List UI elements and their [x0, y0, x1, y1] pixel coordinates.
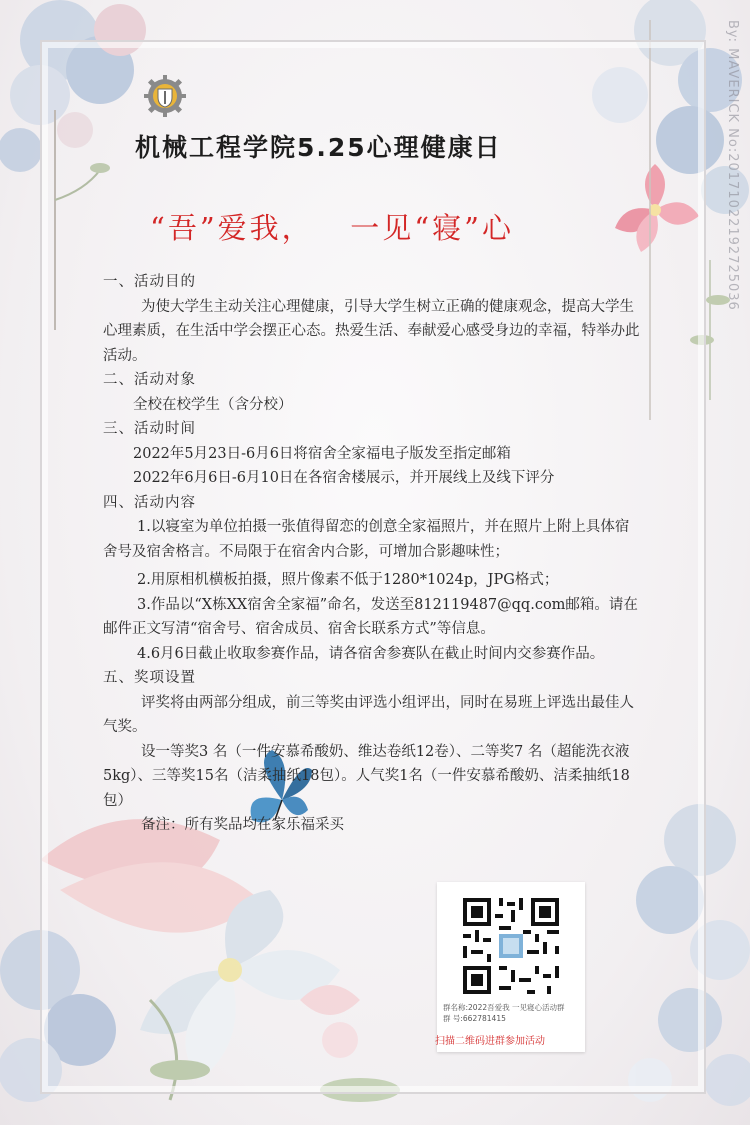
content-item-1: 1.以寝室为单位拍摄一张值得留恋的创意全家福照片，并在照片上附上具体宿舍号及宿舍格言。不局限于在宿舍内合影，可增加合影趣味性； [103, 519, 630, 560]
poster-content [103, 270, 643, 838]
qr-group-number: 群 号:662781415 [443, 1014, 506, 1023]
section-heading-content: 四、活动内容 [103, 494, 196, 511]
content-item-2: 2.用原相机横板拍摄，照片像素不低于1280*1024p，JPG格式； [137, 572, 559, 588]
target-text: 全校在校学生（含分校） [133, 396, 293, 413]
college-logo-icon [143, 74, 187, 118]
content-item-4: 4.6月6日截止收取参赛作品，请各宿舍参赛队在截止时间内交参赛作品。 [137, 645, 605, 662]
section-heading-time: 三、活动时间 [103, 421, 196, 437]
qr-code-icon[interactable] [459, 894, 563, 998]
content-item-3: 3.作品以“X栋XX宿舍全家福”命名，发送至812119487@qq.com邮箱。请在邮件正文写清“宿舍号、宿舍成员、宿舍长联系方式”等信息。 [103, 596, 638, 637]
purpose-text: 为使大学生主动关注心理健康，引导大学生树立正确的健康观念，提高大学生心理素质，在生活中学会摆正心态。热爱生活、奉献爱心感受身边的幸福，特举办此活动。 [103, 298, 640, 364]
page-title: 机械工程学院5.25心理健康日 [135, 133, 502, 162]
section-heading-awards: 五、奖项设置 [103, 670, 196, 686]
slogan: “吾”爱我， 一见“寝”心 [150, 211, 514, 245]
qr-group-name: 群名称:2022吾爱我 一见寝心活动群 [443, 1003, 565, 1012]
qr-card [437, 882, 585, 1052]
awards-text-2: 设一等奖3 名（一件安慕希酸奶、维达卷纸12卷）、二等奖7 名（超能洗衣液5kg）、三等奖15名（洁柔抽纸18包）。人气奖1名（一件安慕希酸奶、洁柔抽纸18包） [103, 743, 630, 809]
time-line-1: 2022年5月23日-6月6日将宿舍全家福电子版发至指定邮箱 [133, 445, 511, 462]
watermark-text: By: MAVERICK No:20171022192725036 [725, 20, 740, 311]
qr-instruction: 扫描二维码进群参加活动 [435, 1036, 545, 1047]
awards-note: 备注：所有奖品均在家乐福采买 [141, 817, 344, 833]
awards-text-1: 评奖将由两部分组成，前三等奖由评选小组评出，同时在易班上评选出最佳人气奖。 [103, 694, 634, 735]
section-heading-target: 二、活动对象 [103, 372, 196, 388]
time-line-2: 2022年6月6日-6月10日在各宿舍楼展示，并开展线上及线下评分 [133, 470, 555, 486]
section-heading-purpose: 一、活动目的 [103, 274, 196, 290]
